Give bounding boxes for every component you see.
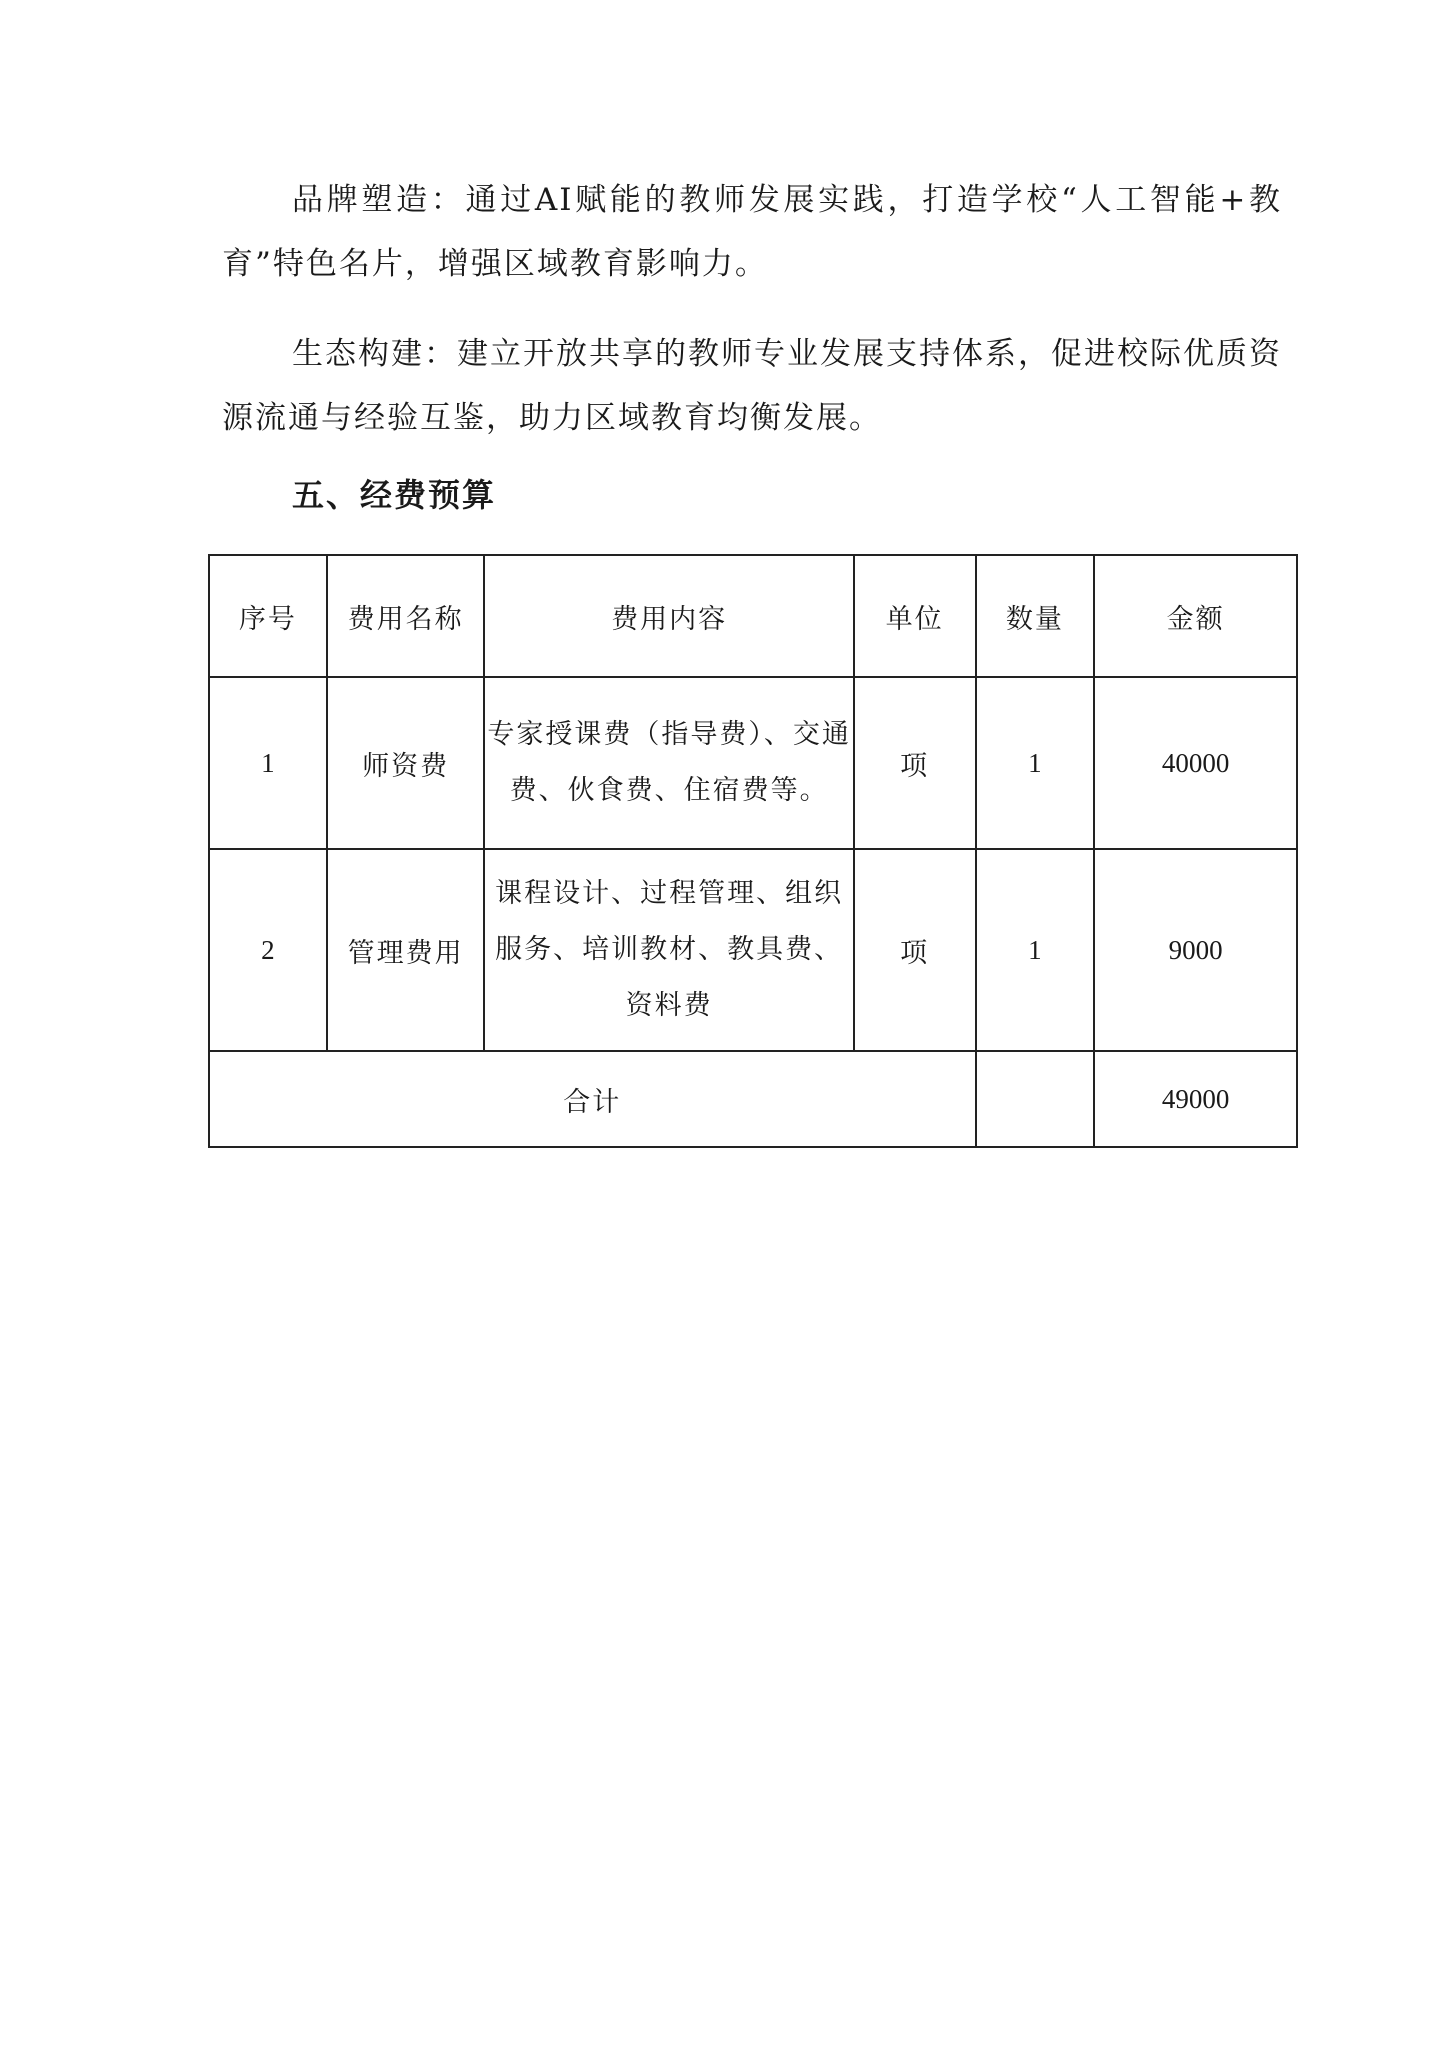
cell-amount: 40000	[1094, 677, 1297, 849]
header-index: 序号	[209, 555, 327, 677]
total-label: 合计	[209, 1051, 976, 1147]
table-row	[209, 849, 1297, 1051]
table-total-row	[209, 1051, 1297, 1147]
cell-index: 2	[209, 849, 327, 1051]
total-amount: 49000	[1094, 1051, 1297, 1147]
header-amount: 金额	[1094, 555, 1297, 677]
cell-unit: 项	[854, 677, 976, 849]
table-row	[209, 677, 1297, 849]
table-header-row	[209, 555, 1297, 677]
header-quantity: 数量	[976, 555, 1095, 677]
header-name: 费用名称	[327, 555, 485, 677]
cell-name: 管理费用	[327, 849, 485, 1051]
cell-quantity: 1	[976, 849, 1095, 1051]
cell-quantity: 1	[976, 677, 1095, 849]
header-content: 费用内容	[484, 555, 853, 677]
total-quantity	[976, 1051, 1095, 1147]
cell-unit: 项	[854, 849, 976, 1051]
cell-name: 师资费	[327, 677, 485, 849]
cell-content: 课程设计、过程管理、组织服务、培训教材、教具费、资料费	[484, 849, 853, 1051]
cell-content: 专家授课费（指导费）、交通费、伙食费、住宿费等。	[484, 677, 853, 849]
cell-amount: 9000	[1094, 849, 1297, 1051]
paragraph-brand-building: 品牌塑造：通过AI赋能的教师发展实践，打造学校“人工智能+教育”特色名片，增强区域教育影响力。	[222, 182, 1282, 282]
budget-table	[208, 554, 1298, 1148]
cell-index: 1	[209, 677, 327, 849]
section-heading: 五、经费预算	[292, 476, 497, 514]
paragraph-ecosystem-building: 生态构建：建立开放共享的教师专业发展支持体系，促进校际优质资源流通与经验互鉴，助力区域教育均衡发展。	[222, 336, 1282, 436]
header-unit: 单位	[854, 555, 976, 677]
